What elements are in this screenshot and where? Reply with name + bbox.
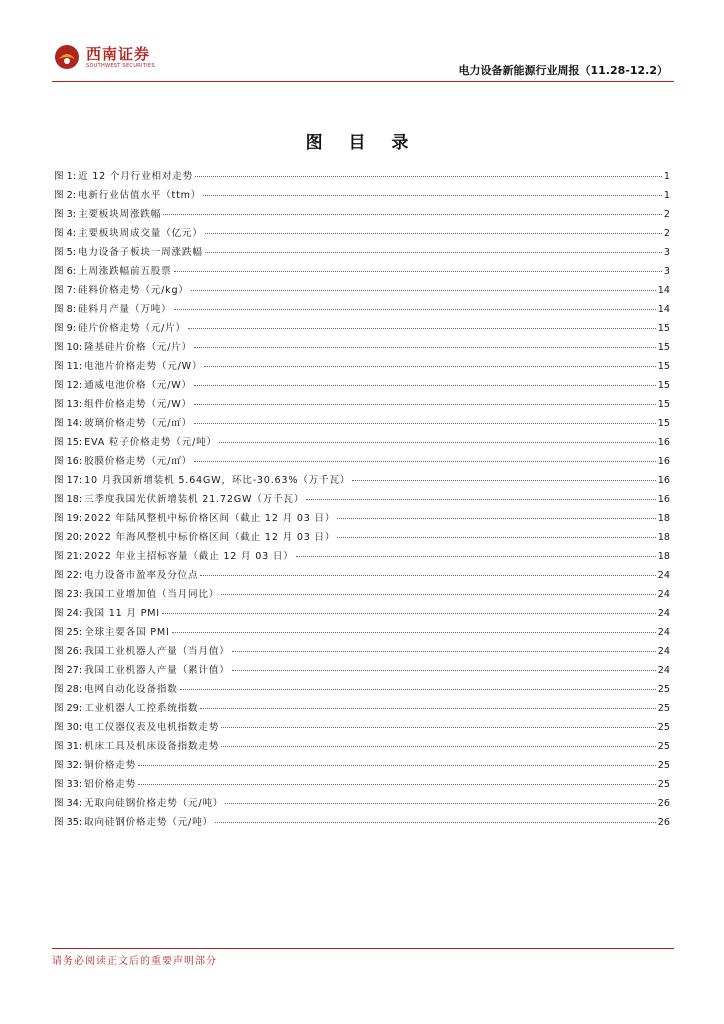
toc-entry-title: 铝价格走势 (84, 779, 137, 790)
toc-entry-number: 图 15: (54, 437, 83, 448)
toc-entry[interactable] (54, 681, 670, 700)
toc-entry-page: 24 (657, 665, 670, 676)
toc-entry-title: 主要板块周涨跌幅 (77, 209, 162, 220)
toc-entry-number: 图 6: (54, 266, 76, 277)
toc-entry-number: 图 33: (54, 779, 83, 790)
toc-entry-page: 16 (657, 475, 670, 486)
toc-entry-number: 图 27: (54, 665, 83, 676)
toc-dot-leader (205, 233, 662, 234)
toc-entry-page: 24 (657, 608, 670, 619)
toc-dot-leader (194, 347, 656, 348)
toc-entry[interactable] (54, 263, 670, 282)
toc-entry[interactable] (54, 301, 670, 320)
toc-dot-leader (163, 214, 662, 215)
toc-entry-number: 图 7: (54, 285, 76, 296)
toc-entry[interactable] (54, 662, 670, 681)
toc-dot-leader (138, 784, 656, 785)
toc-entry-number: 图 8: (54, 304, 76, 315)
toc-dot-leader (232, 651, 656, 652)
toc-entry-title: EVA 粒子价格走势（元/吨） (84, 437, 217, 448)
toc-entry[interactable] (54, 225, 670, 244)
toc-entry[interactable] (54, 700, 670, 719)
toc-entry[interactable] (54, 757, 670, 776)
toc-entry[interactable] (54, 339, 670, 358)
toc-entry-page: 15 (657, 418, 670, 429)
toc-entry-page: 25 (657, 703, 670, 714)
toc-entry-title: 机床工具及机床设备指数走势 (84, 741, 220, 752)
toc-entry-number: 图 5: (54, 247, 76, 258)
toc-entry-number: 图 2: (54, 190, 76, 201)
toc-entry[interactable] (54, 453, 670, 472)
toc-entry[interactable] (54, 415, 670, 434)
toc-entry-number: 图 13: (54, 399, 83, 410)
toc-entry-title: 我国工业机器人产量（当月值） (84, 646, 230, 657)
toc-dot-leader (162, 613, 656, 614)
toc-entry-title: 组件价格走势（元/W） (84, 399, 192, 410)
toc-entry-page: 2 (663, 209, 670, 220)
toc-entry-page: 25 (657, 760, 670, 771)
toc-entry[interactable] (54, 738, 670, 757)
toc-entry-title: 10 月我国新增装机 5.64GW，环比-30.63%（万千瓦） (84, 475, 351, 486)
toc-entry-number: 图 4: (54, 228, 76, 239)
toc-dot-leader (174, 309, 656, 310)
toc-entry-page: 24 (657, 570, 670, 581)
toc-dot-leader (225, 803, 656, 804)
toc-entry-page: 24 (657, 646, 670, 657)
toc-entry-title: 上周涨跌幅前五股票 (77, 266, 172, 277)
toc-entry-title: 电池片价格走势（元/W） (84, 361, 203, 372)
toc-entry[interactable] (54, 814, 670, 833)
report-title: 电力设备新能源行业周报（11.28-12.2） (458, 64, 668, 77)
toc-entry-title: 硅料月产量（万吨） (77, 304, 172, 315)
toc-entry-title: 硅料价格走势（元/kg） (77, 285, 189, 296)
toc-entry-title: 主要板块周成交量（亿元） (77, 228, 203, 239)
toc-entry-title: 三季度我国光伏新增装机 21.72GW（万千瓦） (84, 494, 305, 505)
toc-entry-number: 图 35: (54, 817, 83, 828)
toc-dot-leader (215, 822, 656, 823)
toc-entry-page: 3 (663, 266, 670, 277)
toc-entry-page: 24 (657, 589, 670, 600)
toc-entry-number: 图 12: (54, 380, 83, 391)
toc-entry-page: 14 (657, 304, 670, 315)
toc-entry-page: 24 (657, 627, 670, 638)
toc-entry-number: 图 1: (54, 171, 76, 182)
toc-entry-page: 2 (663, 228, 670, 239)
toc-entry-number: 图 16: (54, 456, 83, 467)
toc-entry[interactable] (54, 776, 670, 795)
toc-dot-leader (337, 518, 656, 519)
toc-entry-title: 隆基硅片价格（元/片） (84, 342, 193, 353)
page-header (52, 40, 674, 84)
toc-entry-number: 图 29: (54, 703, 83, 714)
toc-entry-page: 18 (657, 513, 670, 524)
company-name-cn: 西南证券 (86, 45, 151, 63)
toc-dot-leader (200, 708, 655, 709)
toc-entry-title: 我国 11 月 PMI (84, 608, 160, 619)
toc-dot-leader (306, 499, 656, 500)
toc-entry-number: 图 9: (54, 323, 76, 334)
toc-entry-page: 18 (657, 551, 670, 562)
toc-entry-title: 2022 年海风整机中标价格区间（截止 12 月 03 日） (84, 532, 336, 543)
toc-entry[interactable] (54, 510, 670, 529)
toc-entry[interactable] (54, 358, 670, 377)
toc-entry-number: 图 19: (54, 513, 83, 524)
toc-entry[interactable] (54, 586, 670, 605)
toc-entry[interactable] (54, 377, 670, 396)
toc-entry-page: 14 (657, 285, 670, 296)
toc-entry-title: 电力设备市盈率及分位点 (84, 570, 199, 581)
toc-entry-page: 18 (657, 532, 670, 543)
toc-entry[interactable] (54, 472, 670, 491)
toc-entry-page: 16 (657, 494, 670, 505)
toc-entry-page: 26 (657, 817, 670, 828)
toc-entry[interactable] (54, 282, 670, 301)
toc-entry[interactable] (54, 624, 670, 643)
toc-entry-number: 图 30: (54, 722, 83, 733)
toc-entry-page: 15 (657, 361, 670, 372)
toc-entry-number: 图 14: (54, 418, 83, 429)
toc-entry-number: 图 22: (54, 570, 83, 581)
toc-dot-leader (200, 575, 655, 576)
toc-entry-number: 图 18: (54, 494, 83, 505)
toc-entry[interactable] (54, 529, 670, 548)
toc-entry-number: 图 34: (54, 798, 83, 809)
toc-entry[interactable] (54, 719, 670, 738)
toc-entry-title: 2022 年陆风整机中标价格区间（截止 12 月 03 日） (84, 513, 336, 524)
toc-dot-leader (138, 765, 656, 766)
toc-entry-number: 图 23: (54, 589, 83, 600)
toc-dot-leader (203, 195, 662, 196)
toc-dot-leader (188, 328, 656, 329)
toc-entry-number: 图 17: (54, 475, 83, 486)
toc-entry-page: 25 (657, 779, 670, 790)
toc-dot-leader (191, 290, 656, 291)
toc-dot-leader (195, 176, 662, 177)
toc-entry-page: 25 (657, 741, 670, 752)
toc-dot-leader (221, 727, 656, 728)
toc-entry-title: 我国工业增加值（当月同比） (84, 589, 220, 600)
toc-entry-number: 图 32: (54, 760, 83, 771)
toc-dot-leader (194, 385, 656, 386)
company-logo-icon (54, 44, 80, 70)
toc-dot-leader (352, 480, 656, 481)
toc-entry-page: 3 (663, 247, 670, 258)
toc-entry-number: 图 31: (54, 741, 83, 752)
header-divider (52, 81, 674, 82)
footer-divider (52, 948, 674, 949)
toc-entry[interactable] (54, 434, 670, 453)
toc-dot-leader (221, 594, 656, 595)
toc-dot-leader (219, 442, 656, 443)
toc-entry-title: 无取向硅钢价格走势（元/吨） (84, 798, 224, 809)
toc-entry-title: 胶膜价格走势（元/㎡） (84, 456, 193, 467)
footer-disclaimer: 请务必阅读正文后的重要声明部分 (52, 956, 217, 967)
toc-dot-leader (337, 537, 656, 538)
toc-entry-number: 图 20: (54, 532, 83, 543)
toc-entry-title: 玻璃价格走势（元/㎡） (84, 418, 193, 429)
toc-entry-page: 26 (657, 798, 670, 809)
toc-entry-number: 图 3: (54, 209, 76, 220)
toc-entry-title: 全球主要各国 PMI (84, 627, 170, 638)
company-name-en: SOUTHWEST SECURITIES (86, 63, 155, 69)
toc-entry-page: 16 (657, 456, 670, 467)
toc-dot-leader (180, 689, 656, 690)
figure-list (54, 168, 670, 833)
toc-dot-leader (232, 670, 656, 671)
toc-entry-page: 15 (657, 399, 670, 410)
toc-entry-page: 15 (657, 342, 670, 353)
toc-dot-leader (221, 746, 656, 747)
toc-entry[interactable] (54, 206, 670, 225)
toc-entry-number: 图 24: (54, 608, 83, 619)
toc-entry[interactable] (54, 567, 670, 586)
toc-entry-page: 1 (663, 190, 670, 201)
toc-entry-title: 我国工业机器人产量（累计值） (84, 665, 230, 676)
toc-entry-number: 图 10: (54, 342, 83, 353)
toc-entry-title: 取向硅钢价格走势（元/吨） (84, 817, 213, 828)
toc-entry-title: 硅片价格走势（元/片） (77, 323, 186, 334)
toc-entry-page: 25 (657, 684, 670, 695)
toc-entry-page: 15 (657, 380, 670, 391)
toc-entry-title: 工业机器人工控系统指数 (84, 703, 199, 714)
toc-dot-leader (194, 423, 656, 424)
toc-entry-number: 图 21: (54, 551, 83, 562)
toc-dot-leader (296, 556, 656, 557)
toc-entry[interactable] (54, 244, 670, 263)
toc-entry[interactable] (54, 320, 670, 339)
toc-entry-page: 1 (663, 171, 670, 182)
toc-entry-title: 电力设备子板块一周涨跌幅 (77, 247, 203, 258)
toc-dot-leader (174, 271, 662, 272)
toc-entry[interactable] (54, 795, 670, 814)
toc-entry-page: 25 (657, 722, 670, 733)
toc-entry-title: 电工仪器仪表及电机指数走势 (84, 722, 220, 733)
toc-entry-title: 电新行业估值水平（ttm） (77, 190, 202, 201)
toc-entry-title: 2022 年业主招标容量（截止 12 月 03 日） (84, 551, 294, 562)
toc-entry-number: 图 11: (54, 361, 83, 372)
toc-entry[interactable] (54, 396, 670, 415)
toc-dot-leader (205, 252, 662, 253)
toc-entry-title: 通威电池价格（元/W） (84, 380, 192, 391)
toc-dot-leader (172, 632, 656, 633)
toc-dot-leader (194, 404, 656, 405)
toc-dot-leader (194, 461, 656, 462)
page-title: 图 目 录 (305, 133, 419, 153)
toc-entry-number: 图 25: (54, 627, 83, 638)
toc-entry-page: 16 (657, 437, 670, 448)
toc-entry-number: 图 26: (54, 646, 83, 657)
toc-entry[interactable] (54, 605, 670, 624)
toc-entry-number: 图 28: (54, 684, 83, 695)
toc-entry[interactable] (54, 168, 670, 187)
toc-entry[interactable] (54, 491, 670, 510)
toc-entry-title: 电网自动化设备指数 (84, 684, 178, 695)
toc-entry-title: 铜价格走势 (84, 760, 137, 771)
toc-entry[interactable] (54, 643, 670, 662)
toc-dot-leader (204, 366, 655, 367)
toc-entry-page: 15 (657, 323, 670, 334)
toc-entry[interactable] (54, 187, 670, 206)
toc-entry[interactable] (54, 548, 670, 567)
toc-entry-title: 近 12 个月行业相对走势 (77, 171, 194, 182)
